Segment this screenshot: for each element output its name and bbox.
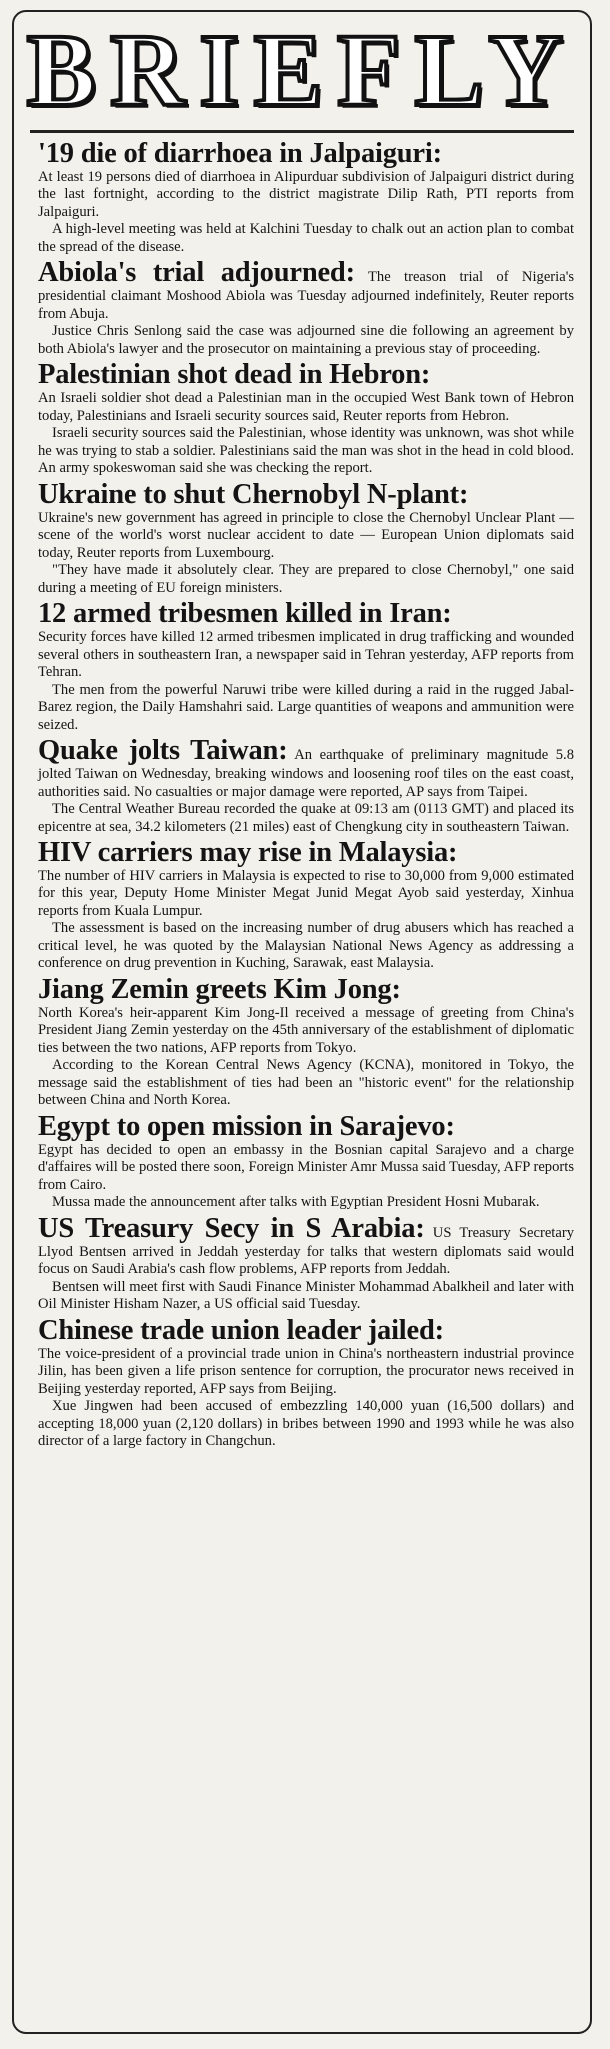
news-headline: Abiola's trial adjourned: [38, 257, 355, 289]
news-headline: '19 die of diarrhoea in Jalpaiguri: [38, 138, 442, 169]
news-paragraph: The Central Weather Bureau recorded the quake at 09:13 am (0113 GMT) and placed its epicentre at sea, 34.2 kilometers (21 miles) east of Chengkung city in southeastern Taiwan. [38, 801, 574, 835]
news-lead: Security forces have killed 12 armed tribesmen implicated in drug trafficking and wounded several others in southeastern Iran, a newspaper said in Tehran yesterday, AFP reports from Tehran. [38, 629, 574, 681]
news-paragraph: The men from the powerful Naruwi tribe were killed during a raid in the rugged Jabal-Barez region, the Daily Hamshahri said. Large quantities of weapons and ammunition were seized. [38, 681, 574, 733]
news-lead: US Treasury Secretary Llyod Bentsen arrived in Jeddah yesterday for talks that western diplomats said would focus on Saudi Arabia's cash flow problems, AFP reports from Jeddah. [38, 1224, 574, 1278]
news-paragraph: Israeli security sources said the Palestinian, whose identity was unknown, was shot while he was trying to stab a soldier. Palestinians said the man was shot in the head in cold blood. An army spokeswoman said she was checking the report. [38, 425, 574, 477]
news-lead: At least 19 persons died of diarrhoea in Alipurduar subdivision of Jalpaiguri district during the last fortnight, according to the district magistrate Dilip Rath, PTI reports from Jalpaiguri. [38, 168, 574, 220]
masthead-title: BRIEFLY [26, 13, 578, 128]
news-paragraph: Bentsen will meet first with Saudi Finance Minister Mohammad Abalkheil and later with Oil Minister Hisham Nazer, a US official said Tuesday. [38, 1278, 574, 1313]
news-item [38, 139, 574, 256]
news-paragraph: A high-level meeting was held at Kalchini Tuesday to chalk out an action plan to combat the spread of the disease. [38, 221, 574, 255]
news-headline: Ukraine to shut Chernobyl N-plant: [38, 478, 469, 510]
masthead [26, 12, 578, 133]
news-item [38, 1214, 574, 1314]
news-item [38, 736, 574, 836]
news-lead: Egypt has decided to open an embassy in the Bosnian capital Sarajevo and a charge d'affaires will be posted there soon, Foreign Minister Amr Mussa said Tuesday, AFP reports from Cairo. [38, 1141, 574, 1193]
news-lead: An earthquake of preliminary magnitude 5.8 jolted Taiwan on Wednesday, breaking windows and loosening roof tiles on the east coast, authorities said. No casualties or major damage were reported, AP says from Taipei. [38, 747, 574, 800]
news-lead-block [38, 258, 574, 323]
news-lead: An Israeli soldier shot dead a Palestinian man in the occupied West Bank town of Hebron today, Palestinians and Israeli security sources said, Reuter reports from Hebron. [38, 390, 574, 424]
news-paragraph: "They have made it absolutely clear. They are prepared to close Chernobyl," one said during a meeting of EU foreign ministers. [38, 562, 574, 596]
news-item [38, 258, 574, 358]
news-lead-block [38, 1214, 574, 1279]
news-briefs [14, 133, 590, 1451]
news-item [38, 1112, 574, 1212]
news-lead: Ukraine's new government has agreed in principle to close the Chernobyl Unclear Plant — scene of the world's worst nuclear accident to date — European Union diplomats said today, Reuter reports from Luxembourg. [38, 509, 574, 561]
news-headline: US Treasury Secy in S Arabia: [38, 1212, 425, 1244]
news-headline: Chinese trade union leader jailed: [38, 1314, 444, 1346]
news-paragraph: Justice Chris Senlong said the case was adjourned sine die following an agreement by both Abiola's lawyer and the prosecutor on maintaining a previous stay of proceeding. [38, 323, 574, 357]
news-headline: Palestinian shot dead in Hebron: [38, 359, 431, 391]
news-lead-block [38, 736, 574, 801]
news-lead: The number of HIV carriers in Malaysia is expected to rise to 30,000 from 9,000 estimated for this year, Deputy Home Minister Megat Junid Megat Ayob said yesterday, Xinhua reports from Kuala Lumpur. [38, 867, 574, 919]
news-paragraph: Mussa made the announcement after talks with Egyptian President Hosni Mubarak. [52, 1194, 540, 1211]
news-paragraph: According to the Korean Central News Agency (KCNA), monitored in Tokyo, the message said the establishment of ties had been an "historic event" for the relationship between China and North Korea. [38, 1057, 574, 1109]
news-headline: Quake jolts Taiwan: [38, 735, 288, 767]
news-item [38, 360, 574, 477]
news-headline: 12 armed tribesmen killed in Iran: [38, 598, 452, 630]
news-item [38, 599, 574, 734]
news-lead: The voice-president of a provincial trade union in China's northeastern industrial province Jilin, has been given a life prison sentence for corruption, the procurator news received in Beijing yesterday reported, AFP says from Beijing. [38, 1345, 574, 1397]
news-item [38, 975, 574, 1110]
news-item [38, 838, 574, 973]
briefly-box [12, 10, 592, 2034]
news-headline: Jiang Zemin greets Kim Jong: [38, 973, 401, 1005]
news-item [38, 1316, 574, 1451]
news-paragraph: Xue Jingwen had been accused of embezzling 140,000 yuan (16,500 dollars) and accepting 18,000 yuan (2,120 dollars) in bribes between 1990 and 1993 while he was also director of a large factory in Changchun. [38, 1398, 574, 1450]
news-headline: HIV carriers may rise in Malaysia: [38, 837, 458, 869]
news-lead: The treason trial of Nigeria's presidential claimant Moshood Abiola was Tuesday adjourned indefinitely, Reuter reports from Abuja. [38, 269, 575, 322]
news-item [38, 480, 574, 597]
news-lead: North Korea's heir-apparent Kim Jong-Il received a message of greeting from China's President Jiang Zemin yesterday on the 45th anniversary of the establishment of diplomatic ties between the two nations, AFP reports from Tokyo. [38, 1004, 574, 1056]
news-paragraph: The assessment is based on the increasing number of drug abusers which has reached a critical level, he was quoted by the Malaysian National News Agency as addressing a conference on drug prevention in Kuching, Sarawak, east Malaysia. [38, 920, 574, 972]
news-headline: Egypt to open mission in Sarajevo: [38, 1110, 455, 1142]
